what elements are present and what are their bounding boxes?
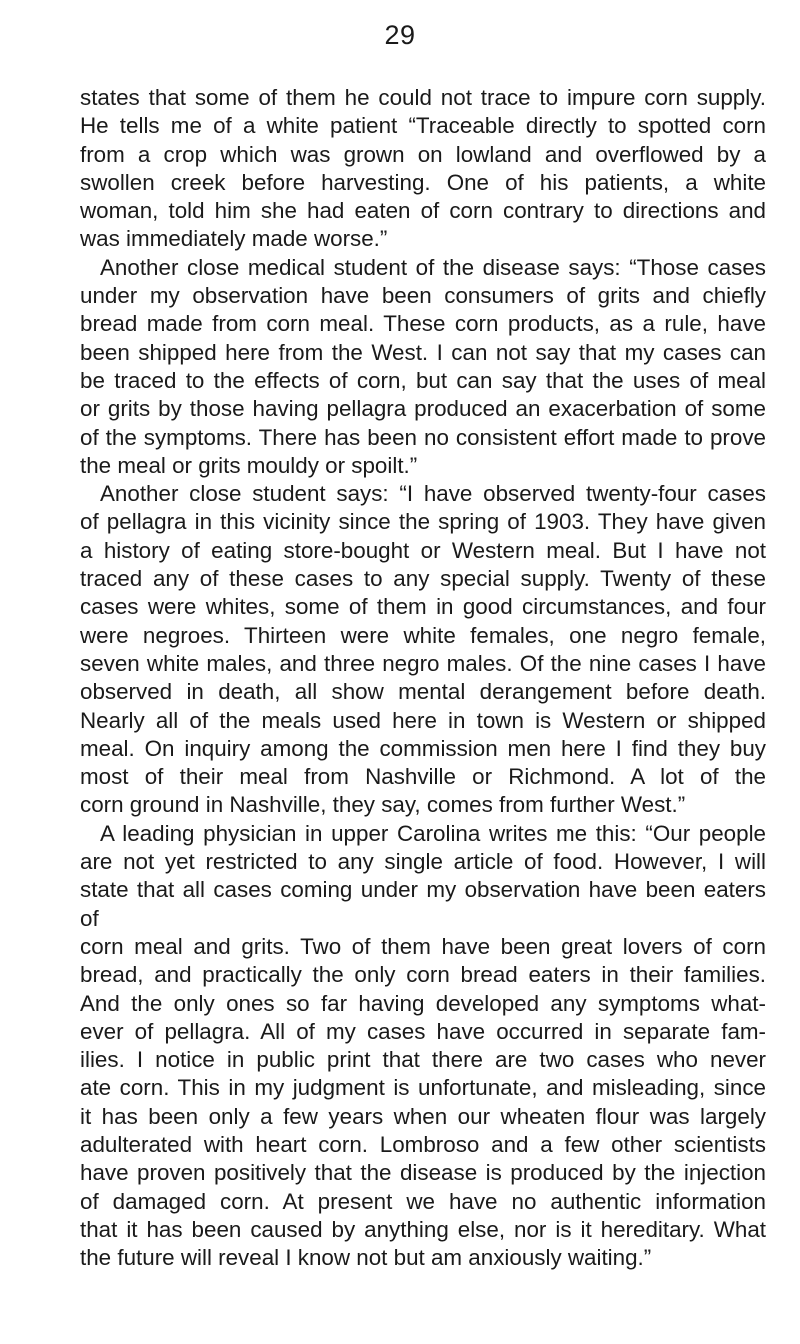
text-line: And the only ones so far having developed any symptoms what- bbox=[80, 990, 766, 1016]
text-line: corn ground in Nashville, they say, comes from further West.” bbox=[80, 792, 686, 818]
text-line: it has been only a few years when our wheaten flour was largely bbox=[80, 1103, 766, 1129]
text-line: ate corn. This in my judgment is unfortunate, and misleading, since bbox=[80, 1075, 766, 1101]
text-line: be traced to the effects of corn, but can say that the uses of meal bbox=[80, 367, 766, 393]
text-line: bread made from corn meal. These corn products, as a rule, have bbox=[80, 311, 766, 337]
text-line: ilies. I notice in public print that there are two cases who never bbox=[80, 1047, 766, 1073]
text-line: cases were whites, some of them in good circumstances, and four bbox=[80, 594, 766, 620]
text-line: adulterated with heart corn. Lombroso and a few other scientists bbox=[80, 1131, 766, 1157]
text-line: from a crop which was grown on lowland and overflowed by a bbox=[80, 141, 766, 167]
text-line: the future will reveal I know not but am anxiously waiting.” bbox=[80, 1245, 652, 1271]
text-line: that it has been caused by anything else, nor is it hereditary. What bbox=[80, 1216, 766, 1242]
text-line: been shipped here from the West. I can not say that my cases can bbox=[80, 339, 766, 365]
text-line: observed in death, all show mental derangement before death. bbox=[80, 679, 766, 705]
page-number: 29 bbox=[384, 20, 416, 50]
text-line: Another close student says: “I have observed twenty-four cases bbox=[100, 481, 766, 507]
text-line: of the symptoms. There has been no consistent effort made to prove bbox=[80, 424, 766, 450]
text-line: swollen creek before harvesting. One of his patients, a white bbox=[80, 169, 766, 195]
body-text bbox=[80, 84, 766, 1272]
text-line: A leading physician in upper Carolina writes me this: “Our people bbox=[100, 820, 766, 846]
text-line: most of their meal from Nashville or Richmond. A lot of the bbox=[80, 764, 766, 790]
text-line: of damaged corn. At present we have no authentic information bbox=[80, 1188, 766, 1214]
text-line: are not yet restricted to any single article of food. However, I will bbox=[80, 849, 766, 875]
text-line: of pellagra in this vicinity since the spring of 1903. They have given bbox=[80, 509, 766, 535]
text-line: was immediately made worse.” bbox=[80, 226, 388, 252]
text-line: bread, and practically the only corn bread eaters in their families. bbox=[80, 962, 766, 988]
text-line: He tells me of a white patient “Traceable directly to spotted corn bbox=[80, 113, 766, 139]
text-line: seven white males, and three negro males. Of the nine cases I have bbox=[80, 650, 766, 676]
text-line: traced any of these cases to any special supply. Twenty of these bbox=[80, 566, 766, 592]
text-line: Nearly all of the meals used here in town is Western or shipped bbox=[80, 707, 766, 733]
text-line: or grits by those having pellagra produced an exacerbation of some bbox=[80, 396, 766, 422]
text-line: Another close medical student of the disease says: “Those cases bbox=[100, 254, 766, 280]
text-line: under my observation have been consumers of grits and chiefly bbox=[80, 283, 766, 309]
text-line: ever of pellagra. All of my cases have occurred in separate fam- bbox=[80, 1018, 766, 1044]
text-line: have proven positively that the disease is produced by the injection bbox=[80, 1160, 766, 1186]
text-line: a history of eating store-bought or Western meal. But I have not bbox=[80, 537, 766, 563]
text-line: states that some of them he could not trace to impure corn supply. bbox=[80, 85, 766, 110]
text-line: corn meal and grits. Two of them have been great lovers of corn bbox=[80, 933, 766, 959]
text-line: meal. On inquiry among the commission men here I find they buy bbox=[80, 735, 766, 761]
text-line: the meal or grits mouldy or spoilt.” bbox=[80, 452, 418, 478]
text-line: state that all cases coming under my observation have been eaters of bbox=[80, 877, 766, 931]
text-line: were negroes. Thirteen were white females, one negro female, bbox=[80, 622, 766, 648]
text-line: woman, told him she had eaten of corn contrary to directions and bbox=[80, 198, 766, 224]
